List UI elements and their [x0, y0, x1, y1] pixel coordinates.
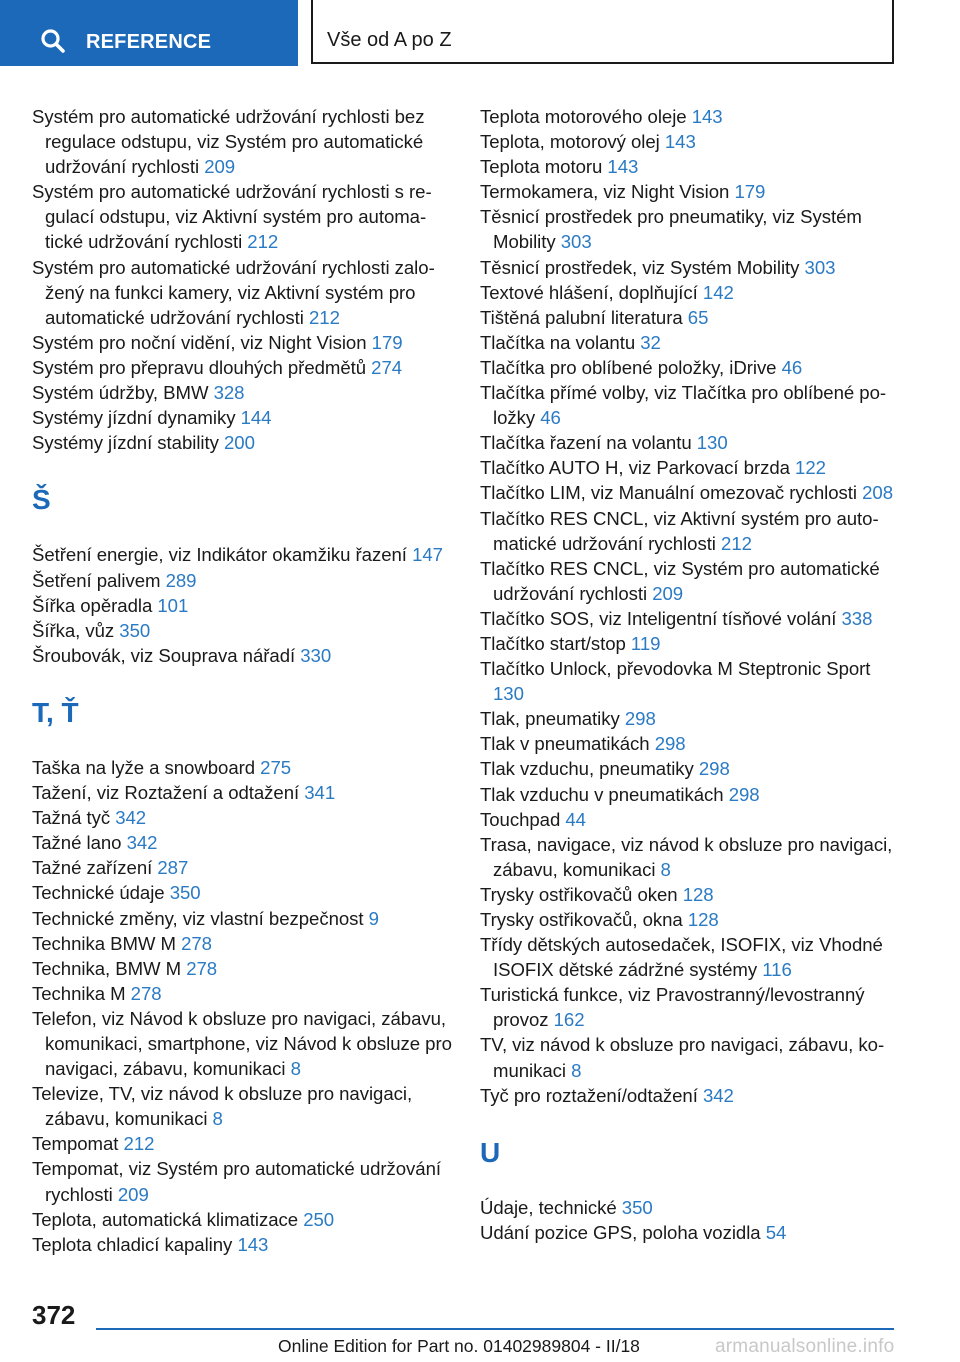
index-entry-text: Tlak v pneumatikách [480, 733, 650, 755]
index-entry-text: Tažná tyč [32, 807, 111, 829]
page-reference-link[interactable]: 287 [157, 857, 189, 879]
index-entry-text: Systém údržby, BMW [32, 382, 209, 404]
index-entry-text: Technika M [32, 982, 126, 1004]
edition-note: Online Edition for Part no. 01402989804 - II/18 [278, 1336, 640, 1356]
index-entry [480, 430, 900, 455]
index-entry [480, 982, 900, 1032]
page-reference-link[interactable]: 8 [660, 858, 671, 880]
index-entry [480, 807, 900, 832]
page-reference-link[interactable]: 122 [795, 457, 826, 479]
page-reference-link[interactable]: 298 [654, 733, 686, 755]
index-entry-text: Tlačítko AUTO H, viz Parkovací brzda [480, 457, 790, 479]
index-entry [480, 1083, 900, 1108]
index-entry-text: Tlačítko Unlock, převodovka M Steptronic Sport [480, 658, 871, 680]
page-reference-link[interactable]: 179 [734, 181, 766, 203]
index-entry [480, 455, 900, 480]
index-entry [32, 1131, 452, 1156]
index-entry [480, 104, 900, 129]
index-entry-text: Tlak, pneumatiky [480, 708, 620, 730]
index-entry [32, 179, 452, 254]
search-icon[interactable] [40, 28, 66, 59]
reference-tab[interactable] [0, 0, 298, 66]
index-entry [32, 330, 452, 355]
section-letter: U [480, 1136, 501, 1168]
index-entry-text: Touchpad [480, 808, 561, 830]
page-reference-link[interactable]: 342 [115, 807, 147, 829]
site-watermark: armanualsonline.info [715, 1336, 895, 1357]
index-entry-text: Teplota chladicí kapaliny [32, 1233, 233, 1255]
index-entry-text: Teplota, motorový olej [480, 131, 660, 153]
index-entry [480, 506, 900, 556]
page-reference-link[interactable]: 250 [303, 1208, 335, 1230]
index-entry-text: Tažení, viz Roztažení a odtažení [32, 782, 300, 804]
index-column-left [32, 104, 452, 1257]
index-entry [32, 755, 452, 780]
page-reference-link[interactable]: 8 [571, 1059, 582, 1081]
index-entry-text: Technické změny, viz vlastní bezpečnost [32, 907, 364, 929]
page-reference-link[interactable]: 142 [702, 281, 734, 303]
index-entry [480, 330, 900, 355]
index-entry-text: Tlačítko RES CNCL, viz Systém pro automatické udržování rychlosti [480, 557, 880, 604]
breadcrumb-label: Vše od A po Z [327, 29, 452, 51]
index-entry [32, 643, 452, 668]
index-entry [480, 129, 900, 154]
index-entry-text: Tlačítka pro oblíbené položky, iDrive [480, 356, 777, 378]
index-entry [480, 832, 900, 882]
index-entry [480, 907, 900, 932]
page-reference-link[interactable]: 350 [119, 619, 151, 641]
index-entry-text: Šířka, vůz [32, 619, 115, 641]
page-reference-link[interactable]: 350 [621, 1196, 653, 1218]
index-entry [32, 255, 452, 330]
page-reference-link[interactable]: 209 [652, 582, 684, 604]
page-reference-link[interactable]: 209 [117, 1183, 149, 1205]
index-entry-text: Tlačítko SOS, viz Inteligentní tísňové volání [480, 607, 837, 629]
page-reference-link[interactable]: 143 [607, 156, 639, 178]
index-entry [32, 1156, 452, 1206]
index-entry [32, 1081, 452, 1131]
page-reference-link[interactable]: 298 [698, 758, 730, 780]
index-entry [32, 855, 452, 880]
index-entry [32, 542, 452, 567]
page-reference-link[interactable]: 116 [762, 959, 792, 981]
index-entry-text: Teplota, automatická klimatizace [32, 1208, 299, 1230]
index-entry [32, 593, 452, 618]
index-entry [32, 104, 452, 179]
page-reference-link[interactable]: 303 [804, 256, 836, 278]
index-entry-text: Tažné lano [32, 832, 122, 854]
index-entry [480, 1220, 900, 1245]
page-reference-link[interactable]: 144 [240, 407, 272, 429]
page-reference-link[interactable]: 342 [702, 1084, 734, 1106]
index-entry-text: Teplota motorového oleje [480, 106, 687, 127]
page-reference-link[interactable]: 32 [640, 331, 661, 353]
index-entry [32, 1232, 452, 1257]
index-entry-text: Těsnicí prostředek, viz Systém Mobility [480, 256, 800, 278]
footer-divider [96, 1328, 894, 1330]
page-reference-link[interactable]: 303 [560, 231, 592, 253]
page-reference-link[interactable]: 200 [224, 432, 255, 454]
page-reference-link[interactable]: 8 [212, 1108, 223, 1130]
index-entry [480, 255, 900, 280]
page-reference-link[interactable]: 275 [260, 756, 292, 778]
index-entry-text: Systémy jízdní stability [32, 432, 219, 454]
index-entry-text: Tlačítko LIM, viz Manuální omezovač rychlosti [480, 482, 857, 504]
page-reference-link[interactable]: 143 [691, 106, 723, 127]
index-entry-text: Údaje, technické [480, 1196, 617, 1218]
index-entry [480, 731, 900, 756]
index-entry-text: Třídy dětských autosedaček, ISOFIX, viz Vhodné ISOFIX dětské zádržné systémy [480, 934, 883, 981]
index-entry-text: Trysky ostřikovačů, okna [480, 909, 683, 930]
page-reference-link[interactable]: 8 [290, 1058, 301, 1080]
index-entry-text: Tlak vzduchu, pneumatiky [480, 758, 694, 780]
page-reference-link[interactable]: 119 [630, 632, 661, 654]
index-entry-text: TV, viz návod k obsluze pro navigaci, zábavu, komunikaci [480, 1034, 885, 1081]
index-entry-text: Telefon, viz Návod k obsluze pro navigaci, zábavu, komunikaci, smartphone, viz Návod k obsluze pro navigaci, zábavu, komunikaci [32, 1007, 452, 1080]
page-reference-link[interactable]: 330 [300, 644, 332, 666]
index-entry-text: Systém pro automatické udržování rychlosti s regulací odstupu, viz Aktivní systém pro automatické udržování rychlosti [32, 181, 432, 253]
index-entry [32, 906, 452, 931]
index-entry [480, 882, 900, 907]
index-entry-text: Tempomat, viz Systém pro automatické udržování rychlosti [32, 1158, 441, 1205]
index-entry [32, 430, 452, 455]
index-entry-text: Těsnicí prostředek pro pneumatiky, viz Systém Mobility [480, 206, 862, 253]
breadcrumb [311, 0, 894, 64]
page-header [0, 0, 960, 66]
page-reference-link[interactable]: 208 [862, 482, 893, 504]
index-entry [32, 931, 452, 956]
page-reference-link[interactable]: 341 [304, 782, 336, 804]
index-entry [32, 1006, 452, 1081]
index-entry-text: Tlačítka přímé volby, viz Tlačítka pro oblíbené položky [480, 382, 887, 429]
page-reference-link[interactable]: 350 [169, 882, 201, 904]
index-entry [32, 880, 452, 905]
index-entry-text: Tyč pro roztažení/odtažení [480, 1084, 698, 1106]
index-entry-text: Technika, BMW M [32, 957, 182, 979]
index-entry [480, 706, 900, 731]
page-reference-link[interactable]: 128 [687, 909, 719, 930]
index-entry [480, 179, 900, 204]
index-entry [480, 154, 900, 179]
index-entry-text: Tlak vzduchu v pneumatikách [480, 783, 724, 805]
index-entry [32, 355, 452, 380]
index-entry-text: Udání pozice GPS, poloha vozidla [480, 1221, 761, 1243]
index-entry-text: Technika BMW M [32, 932, 176, 954]
index-entry-text: Systémy jízdní dynamiky [32, 407, 236, 429]
section-letter: Š [32, 484, 51, 516]
index-entry-text: Textové hlášení, doplňující [480, 281, 698, 303]
index-entry [32, 1207, 452, 1232]
index-entry [480, 656, 900, 706]
page-reference-link[interactable]: 128 [682, 883, 714, 905]
page-reference-link[interactable]: 278 [130, 982, 162, 1004]
page-reference-link[interactable]: 212 [309, 306, 340, 328]
index-entry [480, 380, 900, 430]
page-reference-link[interactable]: 342 [126, 832, 158, 854]
index-entry-text: Tempomat [32, 1133, 119, 1155]
page-reference-link[interactable]: 130 [696, 432, 728, 454]
page-reference-link[interactable]: 209 [204, 156, 236, 178]
page-reference-link[interactable]: 212 [721, 532, 752, 554]
page-reference-link[interactable]: 130 [493, 683, 524, 705]
index-entry [32, 405, 452, 430]
page-reference-link[interactable]: 143 [237, 1233, 269, 1255]
index-entry [480, 932, 900, 982]
index-entry [32, 780, 452, 805]
index-entry [32, 830, 452, 855]
index-entry-text: Trasa, navigace, viz návod k obsluze pro navigaci, zábavu, komunikaci [480, 833, 893, 880]
index-entry [32, 568, 452, 593]
index-entry [480, 756, 900, 781]
index-entry-text: Taška na lyže a snowboard [32, 756, 256, 778]
index-entry [32, 380, 452, 405]
index-entry-text: Systém pro automatické udržování rychlosti založený na funkci kamery, viz Aktivní systém pro automatické udržování rychlosti [32, 256, 435, 328]
page-reference-link[interactable]: 162 [553, 1009, 585, 1031]
index-entry [480, 480, 900, 505]
index-entry [32, 805, 452, 830]
page-reference-link[interactable]: 101 [157, 594, 189, 616]
page-reference-link[interactable]: 9 [368, 907, 379, 929]
index-entry [480, 782, 900, 807]
page-reference-link[interactable]: 44 [565, 808, 586, 830]
page-reference-link[interactable]: 274 [371, 356, 403, 378]
reference-tab-label: REFERENCE [86, 31, 212, 53]
index-entry [32, 618, 452, 643]
page-reference-link[interactable]: 298 [728, 783, 760, 805]
index-entry-text: Tištěná palubní literatura [480, 306, 683, 328]
index-entry [32, 956, 452, 981]
index-entry [480, 556, 900, 606]
index-entry-text: Termokamera, viz Night Vision [480, 181, 730, 203]
page-reference-link[interactable]: 46 [540, 407, 561, 429]
index-entry-text: Systém pro přepravu dlouhých předmětů [32, 356, 367, 378]
page-reference-link[interactable]: 298 [624, 708, 656, 730]
index-entry-text: Teplota motoru [480, 156, 603, 178]
index-entry-text: Televize, TV, viz návod k obsluze pro navigaci, zábavu, komunikaci [32, 1083, 413, 1130]
index-entry-text: Šířka opěradla [32, 594, 153, 616]
index-entry [480, 1195, 900, 1220]
index-entry [480, 280, 900, 305]
index-entry [480, 305, 900, 330]
page-reference-link[interactable]: 212 [123, 1133, 155, 1155]
page-number: 372 [32, 1300, 76, 1330]
index-entry-text: Tažné zařízení [32, 857, 153, 879]
page-reference-link[interactable]: 278 [181, 932, 212, 954]
page-reference-link[interactable]: 54 [765, 1221, 787, 1243]
index-entry [480, 355, 900, 380]
section-letter: T, Ť [32, 696, 79, 728]
page-reference-link[interactable]: 338 [841, 607, 873, 629]
page-reference-link[interactable]: 289 [165, 569, 197, 591]
index-entry-text: Tlačítka řazení na volantu [480, 432, 692, 454]
index-entry-text: Technické údaje [32, 882, 165, 904]
index-entry-text: Šroubovák, viz Souprava nářadí [32, 644, 296, 666]
page-reference-link[interactable]: 212 [247, 231, 279, 253]
index-entry-text: Šetření energie, viz Indikátor okamžiku řazení [32, 544, 407, 566]
index-entry-text: Turistická funkce, viz Pravostranný/levostranný provoz [480, 984, 865, 1031]
index-entry-text: Tlačítka na volantu [480, 331, 636, 353]
index-entry [480, 631, 900, 656]
page-reference-link[interactable]: 143 [664, 131, 696, 153]
page-reference-link[interactable]: 46 [781, 356, 803, 378]
index-entry [480, 1032, 900, 1082]
index-column-right [480, 104, 900, 1245]
index-entry-text: Systém pro automatické udržování rychlosti bez regulace odstupu, viz Systém pro automatické udržování rychlosti [32, 106, 425, 178]
index-entry-text: Tlačítko start/stop [480, 632, 626, 654]
index-entry-text: Trysky ostřikovačů oken [480, 883, 678, 905]
page-reference-link[interactable]: 328 [213, 382, 245, 404]
page-reference-link[interactable]: 278 [186, 957, 218, 979]
page-reference-link[interactable]: 179 [371, 331, 403, 353]
index-entry-text: Systém pro noční vidění, viz Night Vision [32, 331, 367, 353]
index-entry-text: Tlačítko RES CNCL, viz Aktivní systém pro automatické udržování rychlosti [480, 507, 879, 554]
index-entry [480, 606, 900, 631]
index-entry-text: Šetření palivem [32, 569, 161, 591]
index-entry [480, 204, 900, 254]
index-entry [32, 981, 452, 1006]
page-reference-link[interactable]: 65 [687, 306, 709, 328]
page-reference-link[interactable]: 147 [412, 544, 443, 566]
